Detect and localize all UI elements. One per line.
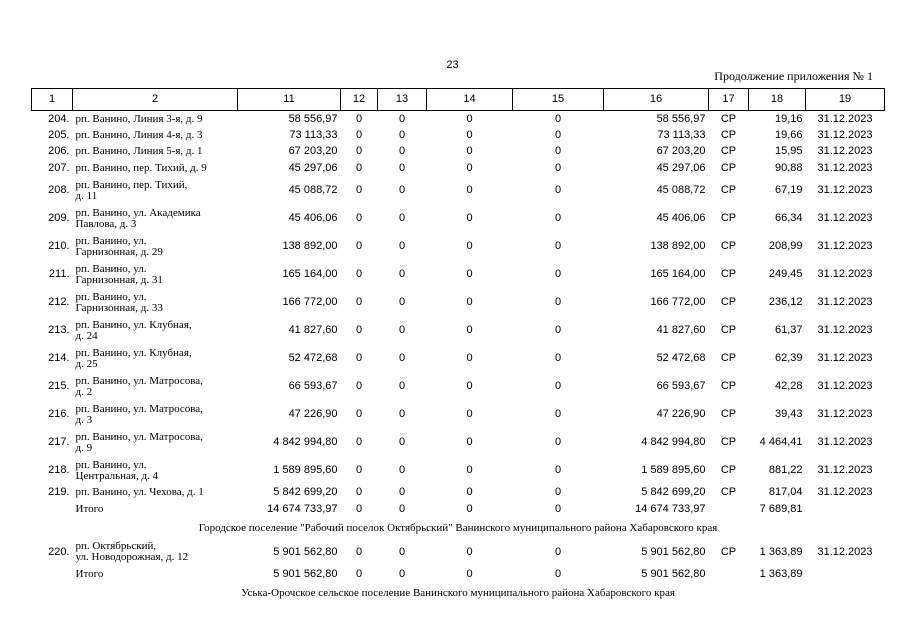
cell-12: 0 (355, 408, 363, 420)
cell-15: 0 (554, 436, 562, 448)
table-row (32, 160, 885, 177)
address-line: рп. Ванино, ул. (75, 262, 147, 275)
cell-12: 0 (355, 436, 363, 448)
cell-19: 31.12.2023 (817, 161, 873, 174)
cell-17: СР (720, 268, 737, 280)
cell-11: 4 842 994,80 (273, 436, 338, 448)
cell-16: 45 088,72 (656, 184, 706, 196)
cell-14: 0 (466, 408, 473, 420)
cell-18: 881,22 (768, 464, 803, 476)
table-row (32, 177, 885, 205)
row-number: 207. (48, 161, 70, 174)
cell-19: 31.12.2023 (817, 296, 873, 308)
total-18: 7 689,81 (759, 503, 803, 515)
cell-13: 0 (398, 380, 406, 392)
cell-11: 45 297,06 (288, 161, 338, 174)
cell-14: 0 (466, 184, 473, 196)
cell-13: 0 (398, 464, 406, 476)
row-number: 216. (48, 408, 70, 420)
address-line: Гарнизонная, д. 33 (75, 301, 163, 314)
cell-19: 31.12.2023 (817, 545, 873, 558)
cell-13: 0 (398, 408, 406, 420)
table-row (32, 317, 885, 345)
table-row (32, 401, 885, 429)
cell-16: 73 113,33 (657, 128, 706, 141)
cell-13: 0 (398, 112, 406, 125)
cell-16: 52 472,68 (656, 352, 706, 364)
total-18: 1 363,89 (759, 568, 803, 580)
column-header: 1 (32, 89, 73, 111)
row-number: 208. (48, 184, 70, 196)
row-number: 212. (48, 296, 70, 308)
cell-15: 0 (554, 352, 562, 364)
address-line: рп. Ванино, пер. Тихий, д. 9 (75, 161, 207, 174)
cell-15: 0 (554, 545, 562, 558)
address-cell (73, 289, 238, 317)
address-cell (73, 317, 238, 345)
address-line: д. 11 (75, 189, 98, 202)
cell-12: 0 (355, 352, 363, 364)
cell-17: СР (720, 184, 737, 196)
row-number: 214. (48, 352, 70, 364)
total-empty (709, 566, 749, 583)
cell-15: 0 (554, 324, 562, 336)
table-row (32, 144, 885, 161)
cell-17: СР (720, 545, 737, 558)
address-line: рп. Ванино, пер. Тихий, (75, 178, 188, 191)
address-line: рп. Ванино, ул. (75, 458, 147, 471)
total-15: 0 (554, 503, 562, 515)
cell-13: 0 (398, 240, 406, 252)
cell-11: 165 164,00 (282, 268, 338, 280)
cell-17: СР (720, 128, 737, 141)
address-line: рп. Ванино, ул. (75, 234, 147, 247)
column-header: 14 (427, 89, 513, 111)
cell-14: 0 (466, 436, 473, 448)
column-header: 12 (341, 89, 378, 111)
cell-15: 0 (554, 296, 562, 308)
row-number: 205. (48, 128, 70, 141)
cell-16: 166 772,00 (650, 296, 706, 308)
column-header: 11 (238, 89, 341, 111)
table-row (32, 127, 885, 144)
table-row (32, 345, 885, 373)
table-row (32, 457, 885, 485)
cell-19: 31.12.2023 (817, 184, 873, 196)
cell-12: 0 (355, 486, 363, 499)
address-line: рп. Ванино, ул. Матросова, (75, 374, 203, 387)
address-line: рп. Ванино, ул. Матросова, (75, 430, 203, 443)
address-line: д. 3 (75, 413, 93, 426)
total-row (32, 501, 885, 518)
cell-19: 31.12.2023 (817, 268, 873, 280)
cell-15: 0 (554, 380, 562, 392)
table-row (32, 538, 885, 566)
total-label: Итого (75, 568, 104, 580)
cell-14: 0 (466, 352, 473, 364)
cell-13: 0 (398, 145, 406, 158)
cell-15: 0 (554, 408, 562, 420)
cell-19: 31.12.2023 (817, 464, 873, 476)
address-line: д. 25 (75, 357, 98, 370)
section-title: Уська-Орочское сельское поселение Ванинского муниципального района Хабаровского края (241, 586, 675, 599)
cell-18: 19,16 (774, 112, 803, 125)
address-line: Павлова, д. 3 (75, 217, 137, 230)
total-empty (709, 501, 749, 518)
cell-19: 31.12.2023 (817, 486, 873, 499)
cell-18: 61,37 (774, 324, 803, 336)
cell-12: 0 (355, 240, 363, 252)
cell-13: 0 (398, 296, 406, 308)
address-cell (73, 457, 238, 485)
cell-15: 0 (554, 486, 562, 499)
address-line: рп. Ванино, ул. Академика (75, 206, 201, 219)
address-line: рп. Ванино, ул. Клубная, (75, 318, 192, 331)
address-cell (73, 127, 238, 144)
address-cell (73, 373, 238, 401)
cell-14: 0 (466, 212, 473, 224)
address-cell (73, 401, 238, 429)
cell-16: 45 406,06 (656, 212, 706, 224)
row-number: 219. (48, 486, 70, 499)
cell-13: 0 (398, 545, 406, 558)
address-line: Гарнизонная, д. 31 (75, 273, 163, 286)
cell-15: 0 (554, 268, 562, 280)
cell-15: 0 (554, 145, 562, 158)
cell-16: 165 164,00 (650, 268, 706, 280)
cell-18: 1 363,89 (759, 545, 803, 558)
cell-11: 45 406,06 (288, 212, 338, 224)
cell-12: 0 (355, 268, 363, 280)
address-line: рп. Ванино, ул. (75, 290, 147, 303)
cell-18: 66,34 (774, 212, 803, 224)
cell-16: 45 297,06 (656, 161, 706, 174)
cell-17: СР (720, 161, 737, 174)
cell-16: 1 589 895,60 (641, 464, 706, 476)
table-row (32, 261, 885, 289)
cell-11: 58 556,97 (288, 112, 338, 125)
address-line: рп. Ванино, ул. Матросова, (75, 402, 203, 415)
cell-12: 0 (355, 380, 363, 392)
cell-19: 31.12.2023 (817, 212, 873, 224)
address-line: ул. Новодорожная, д. 12 (75, 551, 189, 563)
total-14: 0 (466, 503, 473, 515)
cell-11: 73 113,33 (289, 128, 338, 141)
cell-14: 0 (466, 296, 473, 308)
cell-15: 0 (554, 128, 562, 141)
row-number: 206. (48, 145, 70, 158)
cell-13: 0 (398, 184, 406, 196)
cell-17: СР (720, 486, 737, 499)
cell-18: 15,95 (774, 145, 803, 158)
cell-14: 0 (466, 128, 473, 141)
address-line: Гарнизонная, д. 29 (75, 245, 163, 258)
cell-17: СР (720, 240, 737, 252)
cell-17: СР (720, 464, 737, 476)
cell-11: 138 892,00 (282, 240, 338, 252)
cell-17: СР (720, 145, 737, 158)
cell-15: 0 (554, 464, 562, 476)
cell-11: 47 226,90 (288, 408, 338, 420)
cell-17: СР (720, 380, 737, 392)
column-header: 17 (709, 89, 749, 111)
address-cell (73, 233, 238, 261)
cell-16: 5 842 699,20 (641, 486, 706, 499)
cell-11: 5 842 699,20 (273, 486, 338, 499)
cell-13: 0 (398, 128, 406, 141)
total-12: 0 (355, 568, 363, 580)
total-15: 0 (554, 568, 562, 580)
cell-14: 0 (466, 145, 473, 158)
cell-14: 0 (466, 324, 473, 336)
cell-11: 45 088,72 (288, 184, 338, 196)
header-row (32, 89, 885, 111)
cell-16: 67 203,20 (656, 145, 706, 158)
column-header: 18 (749, 89, 806, 111)
cell-14: 0 (466, 545, 473, 558)
total-empty (806, 566, 885, 583)
column-header: 13 (378, 89, 427, 111)
table-row (32, 205, 885, 233)
cell-13: 0 (398, 436, 406, 448)
row-number: 211. (48, 268, 70, 280)
address-cell (73, 111, 238, 128)
cell-19: 31.12.2023 (817, 112, 873, 125)
cell-15: 0 (554, 112, 562, 125)
cell-12: 0 (355, 324, 363, 336)
cell-13: 0 (398, 212, 406, 224)
total-13: 0 (398, 568, 406, 580)
cell-19: 31.12.2023 (817, 380, 873, 392)
table-row (32, 485, 885, 502)
address-line: рп. Ванино, Линия 4-я, д. 3 (75, 128, 203, 141)
cell-12: 0 (355, 296, 363, 308)
cell-18: 19,66 (774, 128, 803, 141)
total-13: 0 (398, 503, 406, 515)
cell-18: 62,39 (774, 352, 803, 364)
cell-15: 0 (554, 212, 562, 224)
row-number: 213. (48, 324, 70, 336)
total-11: 14 674 733,97 (267, 503, 338, 515)
address-cell (73, 160, 238, 177)
address-cell (73, 205, 238, 233)
cell-11: 166 772,00 (282, 296, 338, 308)
section-row (32, 583, 885, 603)
cell-18: 817,04 (768, 486, 803, 499)
cell-12: 0 (355, 212, 363, 224)
cell-12: 0 (355, 545, 363, 558)
total-row (32, 566, 885, 583)
cell-18: 42,28 (774, 380, 803, 392)
address-cell (73, 144, 238, 161)
section-title: Городское поселение "Рабочий поселок Октябрьский" Ванинского муниципального района Хабаровского края (198, 521, 718, 534)
address-cell (73, 538, 238, 566)
cell-11: 41 827,60 (288, 324, 338, 336)
cell-18: 39,43 (774, 408, 803, 420)
cell-11: 5 901 562,80 (273, 545, 338, 558)
total-16: 14 674 733,97 (635, 503, 706, 515)
cell-17: СР (720, 408, 737, 420)
total-empty (32, 501, 73, 518)
cell-17: СР (720, 352, 737, 364)
column-header: 15 (513, 89, 604, 111)
cell-15: 0 (554, 240, 562, 252)
total-16: 5 901 562,80 (641, 568, 706, 580)
cell-11: 66 593,67 (288, 380, 338, 392)
cell-14: 0 (466, 112, 473, 125)
cell-12: 0 (355, 128, 363, 141)
cell-18: 208,99 (768, 240, 803, 252)
cell-14: 0 (466, 486, 473, 499)
address-line: рп. Ванино, Линия 3-я, д. 9 (75, 112, 203, 125)
total-label: Итого (75, 503, 104, 515)
table-row (32, 429, 885, 457)
cell-19: 31.12.2023 (817, 352, 873, 364)
total-14: 0 (466, 568, 473, 580)
address-line: д. 9 (75, 441, 93, 454)
cell-17: СР (720, 296, 737, 308)
address-line: рп. Ванино, Линия 5-я, д. 1 (75, 145, 203, 158)
cell-11: 52 472,68 (288, 352, 338, 364)
continuation-note: Продолжение приложения № 1 (714, 69, 873, 83)
cell-17: СР (720, 436, 737, 448)
cell-15: 0 (554, 184, 562, 196)
address-line: д. 2 (75, 385, 93, 398)
cell-14: 0 (466, 161, 473, 174)
cell-11: 67 203,20 (288, 145, 338, 158)
cell-13: 0 (398, 161, 406, 174)
cell-17: СР (720, 112, 737, 125)
cell-13: 0 (398, 324, 406, 336)
page-number: 23 (446, 59, 459, 71)
cell-16: 138 892,00 (650, 240, 706, 252)
cell-16: 58 556,97 (656, 112, 706, 125)
address-cell (73, 485, 238, 502)
row-number: 209. (48, 212, 70, 224)
total-empty (806, 501, 885, 518)
row-number: 204. (48, 112, 70, 125)
cell-16: 4 842 994,80 (641, 436, 706, 448)
cell-18: 249,45 (768, 268, 803, 280)
column-header: 16 (604, 89, 709, 111)
cell-14: 0 (466, 268, 473, 280)
cell-18: 90,88 (774, 161, 803, 174)
section-row (32, 518, 885, 538)
cell-13: 0 (398, 352, 406, 364)
cell-19: 31.12.2023 (817, 145, 873, 158)
cell-17: СР (720, 324, 737, 336)
cell-12: 0 (355, 464, 363, 476)
total-12: 0 (355, 503, 363, 515)
total-11: 5 901 562,80 (273, 568, 338, 580)
cell-19: 31.12.2023 (817, 240, 873, 252)
cell-15: 0 (554, 161, 562, 174)
cell-17: СР (720, 212, 737, 224)
cell-16: 5 901 562,80 (641, 545, 706, 558)
cell-14: 0 (466, 380, 473, 392)
cell-13: 0 (398, 486, 406, 499)
cell-19: 31.12.2023 (817, 324, 873, 336)
cell-14: 0 (466, 464, 473, 476)
address-line: д. 24 (75, 329, 98, 342)
cell-19: 31.12.2023 (817, 408, 873, 420)
appendix-table (31, 88, 885, 603)
address-cell (73, 177, 238, 205)
cell-12: 0 (355, 184, 363, 196)
cell-19: 31.12.2023 (817, 436, 873, 448)
cell-18: 236,12 (768, 296, 803, 308)
table-row (32, 233, 885, 261)
cell-14: 0 (466, 240, 473, 252)
address-line: рп. Ванино, ул. Клубная, (75, 346, 192, 359)
address-line: рп. Ванино, ул. Чехова, д. 1 (75, 486, 204, 499)
address-cell (73, 261, 238, 289)
address-line: рп. Октябрьский, (75, 540, 157, 552)
table-row (32, 289, 885, 317)
cell-18: 4 464,41 (759, 436, 803, 448)
cell-16: 66 593,67 (656, 380, 706, 392)
column-header: 2 (73, 89, 238, 111)
cell-19: 31.12.2023 (817, 128, 873, 141)
total-empty (32, 566, 73, 583)
address-line: Центральная, д. 4 (75, 469, 159, 482)
table-row (32, 111, 885, 128)
cell-12: 0 (355, 145, 363, 158)
cell-11: 1 589 895,60 (273, 464, 338, 476)
cell-16: 41 827,60 (656, 324, 706, 336)
cell-18: 67,19 (774, 184, 803, 196)
cell-16: 47 226,90 (656, 408, 706, 420)
row-number: 215. (48, 380, 70, 392)
cell-12: 0 (355, 161, 363, 174)
column-header: 19 (806, 89, 885, 111)
row-number: 220. (48, 545, 70, 558)
row-number: 210. (48, 240, 70, 252)
address-cell (73, 429, 238, 457)
cell-12: 0 (355, 112, 363, 125)
row-number: 218. (48, 464, 70, 476)
table-row (32, 373, 885, 401)
cell-13: 0 (398, 268, 406, 280)
address-cell (73, 345, 238, 373)
row-number: 217. (48, 436, 70, 448)
